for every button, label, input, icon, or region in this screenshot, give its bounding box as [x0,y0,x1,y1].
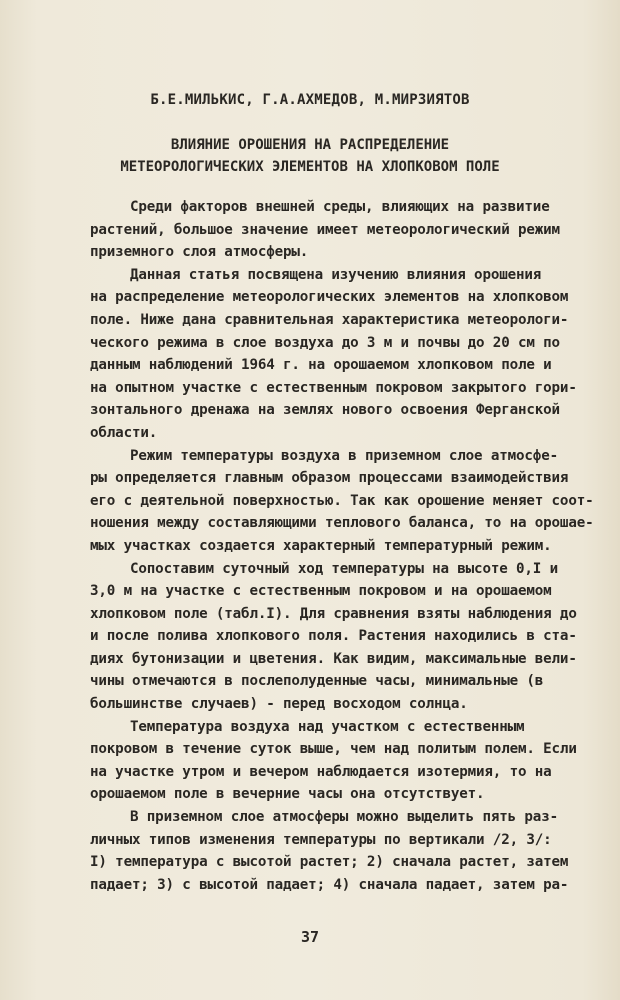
text-line: поле. Ниже дана сравнительная характеристика метеорологи- [90,311,569,328]
text-line: чины отмечаются в послеполуденные часы, минимальные (в [90,673,544,690]
text-line: большинстве случаев) - перед восходом солнца. [90,696,468,713]
body-text [90,196,594,896]
text-line: I) температура с высотой растет; 2) сначала растет, затем [90,854,569,871]
text-line: растений, большое значение имеет метеорологический режим [90,221,560,238]
text-line: на опытном участке с естественным покровом закрытого гори- [90,379,577,396]
text-line: покровом в течение суток выше, чем над политым полем. Если [90,741,577,758]
text-line: данным наблюдений 1964 г. на орошаемом хлопковом поле и [90,357,552,374]
text-line: Сопоставим суточный ход температуры на высоте 0,I и [130,560,558,577]
article-title [0,134,620,178]
text-line: падает; 3) с высотой падает; 4) сначала падает, затем ра- [90,876,569,893]
text-line: хлопковом поле (табл.I). Для сравнения взяты наблюдения до [90,605,577,622]
text-line: Данная статья посвящена изучению влияния орошения [130,266,542,283]
text-line: приземного слоя атмосферы. [90,244,309,261]
text-line: 3,0 м на участке с естественным покровом и на орошаемом [90,583,552,600]
text-line: на участке утром и вечером наблюдается изотермия, то на [90,763,552,780]
text-line: ры определяется главным образом процессами взаимодействия [90,470,569,487]
text-line: диях бутонизации и цветения. Как видим, максимальные вели- [90,650,577,667]
title-line: МЕТЕОРОЛОГИЧЕСКИХ ЭЛЕМЕНТОВ НА ХЛОПКОВОМ ПОЛЕ [120,159,500,175]
text-line: ческого режима в слое воздуха до 3 м и почвы до 20 см по [90,334,560,351]
text-line: Среди факторов внешней среды, влияющих на развитие [130,199,550,215]
text-line: области. [90,424,158,441]
text-line: мых участках создается характерный температурный режим. [90,537,552,554]
text-line: орошаемом поле в вечерние часы она отсутствует. [90,786,485,803]
text-line: и после полива хлопкового поля. Растения находились в ста- [90,628,577,645]
title-line: ВЛИЯНИЕ ОРОШЕНИЯ НА РАСПРЕДЕЛЕНИЕ [170,137,450,153]
text-line: Температура воздуха над участком с естественным [130,718,525,735]
text-line: ношения между составляющими теплового баланса, то на орошае- [90,515,594,532]
text-line: В приземном слое атмосферы можно выделить пять раз- [130,809,558,826]
text-line: на распределение метеорологических элементов на хлопковом [90,289,569,306]
text-line: его с деятельной поверхностью. Так как орошение меняет соот- [90,492,594,509]
text-line: Режим температуры воздуха в приземном слое атмосфе- [130,447,558,464]
text-line: личных типов изменения температуры по вертикали /2, 3/: [90,831,552,848]
page-number: 37 [300,928,320,946]
text-line: зонтального дренажа на землях нового освоения Ферганской [90,402,560,419]
authors-line: Б.Е.МИЛЬКИС, Г.А.АХМЕДОВ, М.МИРЗИЯТОВ [150,92,470,108]
